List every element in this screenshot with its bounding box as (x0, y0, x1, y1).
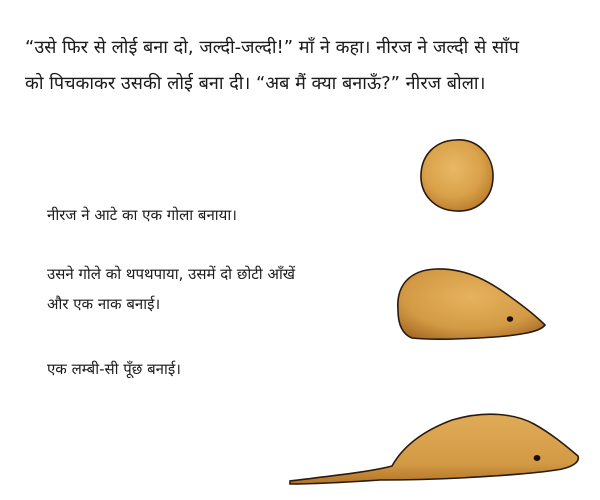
dough-mouse-illustration (398, 269, 545, 339)
step-3-line: एक लम्बी-सी पूँछ बनाई। (47, 360, 181, 378)
intro-line-1: “उसे फिर से लोई बना दो, जल्दी-जल्दी!” माँ ने कहा। नीरज ने जल्दी से साँप (25, 37, 520, 58)
step-1-line: नीरज ने आटे का एक गोला बनाया। (47, 206, 237, 224)
intro-line-2: को पिचकाकर उसकी लोई बना दी। “अब मैं क्या बनाऊँ?” नीरज बोला। (25, 73, 486, 94)
dough-ball-illustration (421, 140, 493, 211)
step-2-line-2: और एक नाक बनाई। (47, 295, 161, 313)
rat-eye-icon (534, 455, 541, 461)
dough-rat-illustration (290, 414, 578, 484)
mouse-eye-icon (507, 316, 513, 322)
step-2-line-1: उसने गोले को थपथपाया, उसमें दो छोटी आँखें (47, 265, 296, 283)
